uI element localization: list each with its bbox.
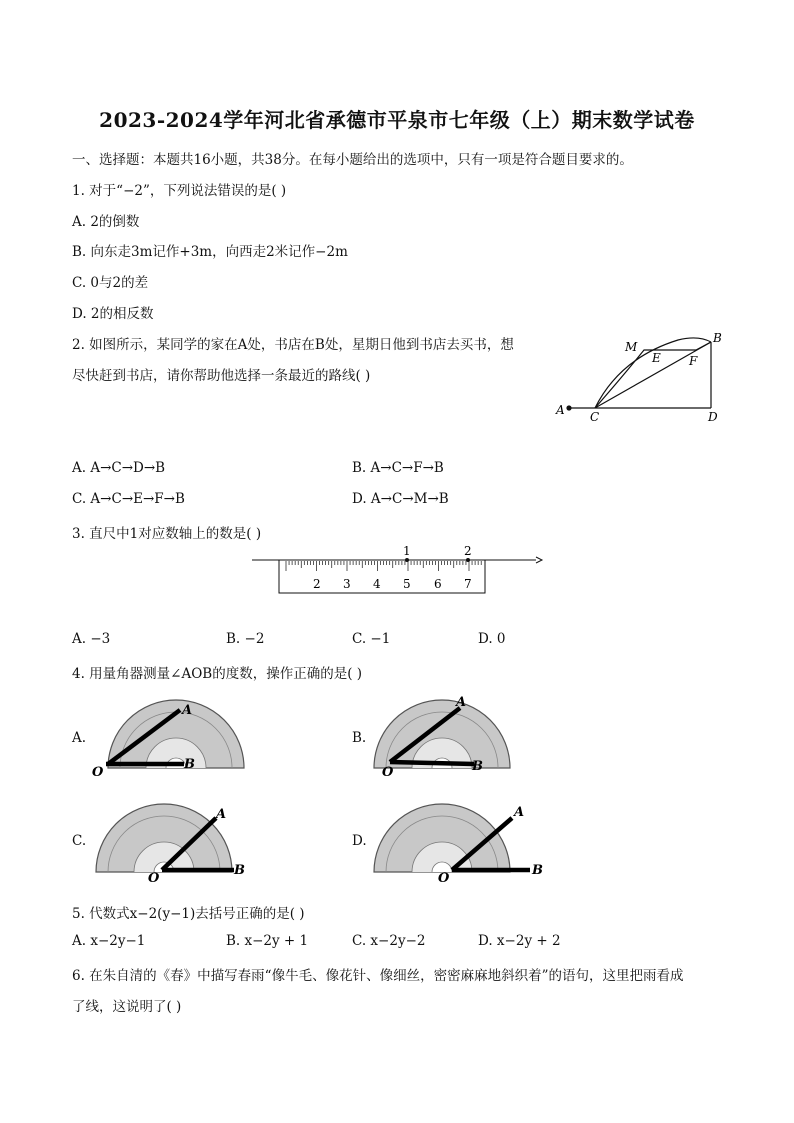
ruler-label-6: 6 <box>434 577 442 591</box>
question-5-option-b[interactable]: B. x−2y + 1 <box>226 933 309 949</box>
axis-label-1: 1 <box>403 544 411 558</box>
protractor-figure-d <box>372 796 552 884</box>
protractor-figure-a <box>88 692 248 780</box>
label-b: B <box>532 863 543 878</box>
question-2-option-a[interactable]: A. A→C→D→B <box>72 460 166 476</box>
route-diagram <box>548 328 728 428</box>
label-b: B <box>184 757 195 772</box>
question-5-option-d[interactable]: D. x−2y + 2 <box>478 933 561 949</box>
label-f: F <box>689 354 698 368</box>
question-1-stem: 1. 对于“−2”，下列说法错误的是( ) <box>72 183 287 199</box>
question-5-stem: 5. 代数式x−2(y−1)去括号正确的是( ) <box>72 906 305 922</box>
label-b: B <box>713 331 722 345</box>
axis-label-2: 2 <box>464 544 472 558</box>
ruler-labels <box>313 577 472 591</box>
ruler-label-7: 7 <box>464 577 472 591</box>
label-a: A <box>456 695 467 710</box>
question-5-option-a[interactable]: A. x−2y−1 <box>72 933 146 949</box>
page-title: 2023-2024学年河北省承德市平泉市七年级（上）期末数学试卷 <box>99 108 695 132</box>
label-a: A <box>216 807 227 822</box>
question-4-option-d[interactable]: D. <box>352 833 367 849</box>
ruler-label-2: 2 <box>313 577 321 591</box>
ray-ob <box>390 762 474 764</box>
axis-point-2 <box>466 558 470 562</box>
question-3-option-a[interactable]: A. −3 <box>72 631 111 647</box>
label-e: E <box>652 351 661 365</box>
question-1-option-b[interactable]: B. 向东走3m记作+3m，向西走2米记作−2m <box>72 244 348 260</box>
axis-point-1 <box>405 558 409 562</box>
label-b: B <box>472 759 483 774</box>
question-6-stem-line2: 了线，这说明了( ) <box>72 999 182 1015</box>
question-3-option-c[interactable]: C. −1 <box>352 631 391 647</box>
label-o: O <box>438 871 450 884</box>
question-2-option-c[interactable]: C. A→C→E→F→B <box>72 491 185 507</box>
label-c: C <box>590 410 600 424</box>
label-o: O <box>382 765 394 780</box>
label-o: O <box>148 871 160 884</box>
question-5-option-c[interactable]: C. x−2y−2 <box>352 933 426 949</box>
question-6-stem-line1: 6. 在朱自清的《春》中描写春雨“像牛毛、像花针、像细丝，密密麻麻地斜织着”的语句，这里把雨看成 <box>72 968 684 984</box>
ruler-label-3: 3 <box>343 577 351 591</box>
label-b: B <box>234 863 245 878</box>
ruler-body <box>279 560 485 593</box>
protractor-figure-c <box>92 796 252 884</box>
label-a: A <box>556 403 565 417</box>
question-1-option-c[interactable]: C. 0与2的差 <box>72 275 149 291</box>
label-a: A <box>182 703 193 718</box>
ruler-number-line-figure <box>250 540 544 596</box>
label-d: D <box>708 410 718 424</box>
question-2-option-b[interactable]: B. A→C→F→B <box>352 460 444 476</box>
question-2-stem-line1: 2. 如图所示，某同学的家在A处，书店在B处，星期日他到书店去买书，想 <box>72 337 514 353</box>
ruler-label-4: 4 <box>373 577 381 591</box>
question-3-option-b[interactable]: B. −2 <box>226 631 265 647</box>
question-1-option-a[interactable]: A. 2的倒数 <box>72 214 140 230</box>
label-o: O <box>92 765 104 780</box>
question-4-option-a[interactable]: A. <box>72 730 87 746</box>
question-4-option-c[interactable]: C. <box>72 833 87 849</box>
question-2-option-d[interactable]: D. A→C→M→B <box>352 491 449 507</box>
protractor-figure-b <box>368 692 528 780</box>
ruler-label-5: 5 <box>403 577 411 591</box>
label-m: M <box>625 340 638 354</box>
section-heading: 一、选择题：本题共16小题，共38分。在每小题给出的选项中，只有一项是符合题目要求的。 <box>72 152 633 168</box>
question-4-option-b[interactable]: B. <box>352 730 367 746</box>
question-4-stem: 4. 用量角器测量∠AOB的度数，操作正确的是( ) <box>72 666 363 682</box>
question-1-option-d[interactable]: D. 2的相反数 <box>72 306 154 322</box>
question-3-stem: 3. 直尺中1对应数轴上的数是( ) <box>72 526 262 542</box>
ruler-ticks <box>286 561 481 571</box>
label-a: A <box>514 805 525 820</box>
question-3-option-d[interactable]: D. 0 <box>478 631 506 647</box>
question-2-stem-line2: 尽快赶到书店，请你帮助他选择一条最近的路线( ) <box>72 368 371 384</box>
number-line-arrow <box>536 557 542 563</box>
